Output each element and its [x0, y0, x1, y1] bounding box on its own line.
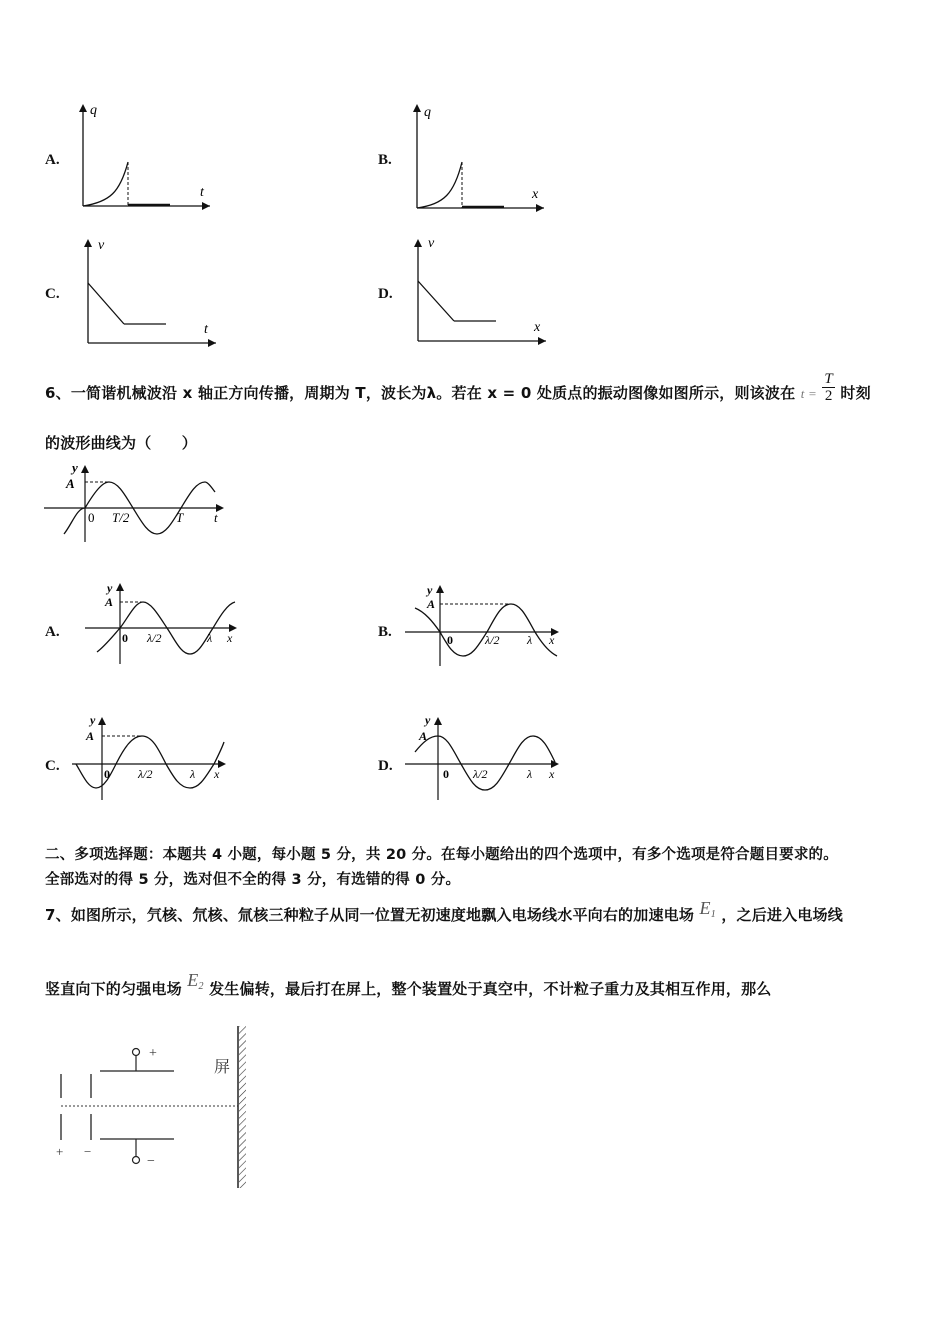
q7-e1-symbol: $E_1$ [699, 898, 716, 920]
svg-text:T: T [176, 510, 184, 525]
svg-text:λ/2: λ/2 [473, 767, 488, 781]
fraction-numerator: T [824, 371, 833, 387]
q5-option-c-label: C. [45, 286, 60, 302]
section2-instructions-line1: 二、多项选择题：本题共 4 小题，每小题 5 分，共 20 分。在每小题给出的四个选项中，有多个选项是符合题目要求的。 [45, 847, 838, 863]
q6-fraction [822, 371, 835, 404]
svg-text:−: − [147, 1154, 155, 1169]
svg-text:A: A [105, 595, 114, 609]
q6-stem-line1 [45, 371, 871, 404]
svg-text:x: x [549, 767, 555, 781]
svg-text:x: x [214, 767, 220, 781]
svg-text:T/2: T/2 [112, 510, 130, 525]
q6-option-c-graph [72, 712, 237, 802]
axis-label: q [90, 103, 97, 118]
svg-text:t: t [214, 510, 218, 525]
axis-label: x [532, 187, 539, 202]
svg-text:A: A [66, 476, 75, 491]
q6-stem-text: 6、一简谐机械波沿 x 轴正方向传播，周期为 T，波长为λ。若在 x = 0 处质点的振动图像如图所示，则该波在 [45, 384, 796, 402]
svg-text:0: 0 [122, 631, 128, 645]
axis-label: t [200, 185, 204, 200]
svg-text:0: 0 [443, 767, 449, 781]
svg-text:x: x [549, 633, 555, 647]
axis-label: v [428, 236, 435, 251]
svg-text:λ/2: λ/2 [147, 631, 162, 645]
q5-option-a-label: A. [45, 152, 60, 168]
q5-option-b-label: B. [378, 152, 392, 168]
q5-option-a-graph [70, 98, 220, 216]
q7-e2-symbol: $E_2$ [187, 970, 204, 992]
q6-stem-end: 时刻 [840, 384, 871, 402]
q6-t-label: t = [800, 386, 817, 401]
fraction-denominator: 2 [824, 388, 833, 404]
section2-instructions-line2: 全部选对的得 5 分，选对但不全的得 3 分，有选错的得 0 分。 [45, 872, 461, 888]
q7-apparatus-diagram [52, 1022, 262, 1194]
q7-stem-line2 [45, 970, 772, 1000]
svg-text:y: y [107, 581, 113, 595]
svg-text:0: 0 [88, 510, 95, 525]
svg-text:y: y [427, 583, 433, 597]
q6-option-c-label: C. [45, 758, 60, 774]
q5-option-c-graph [78, 233, 228, 351]
q6-option-d-graph [405, 712, 570, 802]
q5-option-b-graph [404, 98, 554, 216]
q6-option-b-graph [405, 582, 570, 668]
q5-option-d-label: D. [378, 286, 393, 302]
svg-text:λ: λ [207, 631, 213, 645]
svg-text:−: − [84, 1144, 92, 1159]
svg-text:+: + [56, 1144, 64, 1159]
q7-stem-start: 竖直向下的匀强电场 [45, 980, 182, 998]
q6-option-d-label: D. [378, 758, 393, 774]
svg-text:A: A [419, 729, 428, 743]
svg-text:A: A [427, 597, 436, 611]
q7-stem-text: 7、如图所示，氕核、氘核、氚核三种粒子从同一位置无初速度地飘入电场线水平向右的加速电场 [45, 906, 695, 924]
svg-text:λ/2: λ/2 [138, 767, 153, 781]
q7-stem-end: 发生偏转，最后打在屏上，整个装置处于真空中，不计粒子重力及其相互作用，那么 [209, 980, 772, 998]
axis-label: v [98, 238, 105, 253]
svg-text:x: x [227, 631, 233, 645]
svg-text:0: 0 [447, 633, 453, 647]
axis-label: t [204, 322, 208, 337]
svg-text:λ: λ [527, 767, 533, 781]
axis-label: q [424, 105, 431, 120]
svg-text:λ: λ [527, 633, 533, 647]
q6-option-b-label: B. [378, 624, 392, 640]
q6-stem-line2: 的波形曲线为（ ） [45, 434, 198, 452]
q6-option-a-label: A. [45, 624, 60, 640]
svg-text:y: y [72, 460, 78, 475]
svg-text:0: 0 [104, 767, 110, 781]
q6-vibration-graph [42, 458, 232, 544]
q7-stem-line1 [45, 898, 843, 926]
q7-stem-end: ，之后进入电场线 [721, 906, 843, 924]
svg-text:λ/2: λ/2 [485, 633, 500, 647]
svg-text:y: y [90, 713, 96, 727]
q5-option-d-graph [408, 233, 558, 351]
svg-text:A: A [86, 729, 95, 743]
q6-option-a-graph [85, 580, 245, 666]
svg-text:屏: 屏 [214, 1057, 231, 1076]
svg-text:y: y [425, 713, 431, 727]
svg-text:λ: λ [190, 767, 196, 781]
axis-label: x [534, 320, 541, 335]
svg-text:+: + [149, 1046, 157, 1061]
